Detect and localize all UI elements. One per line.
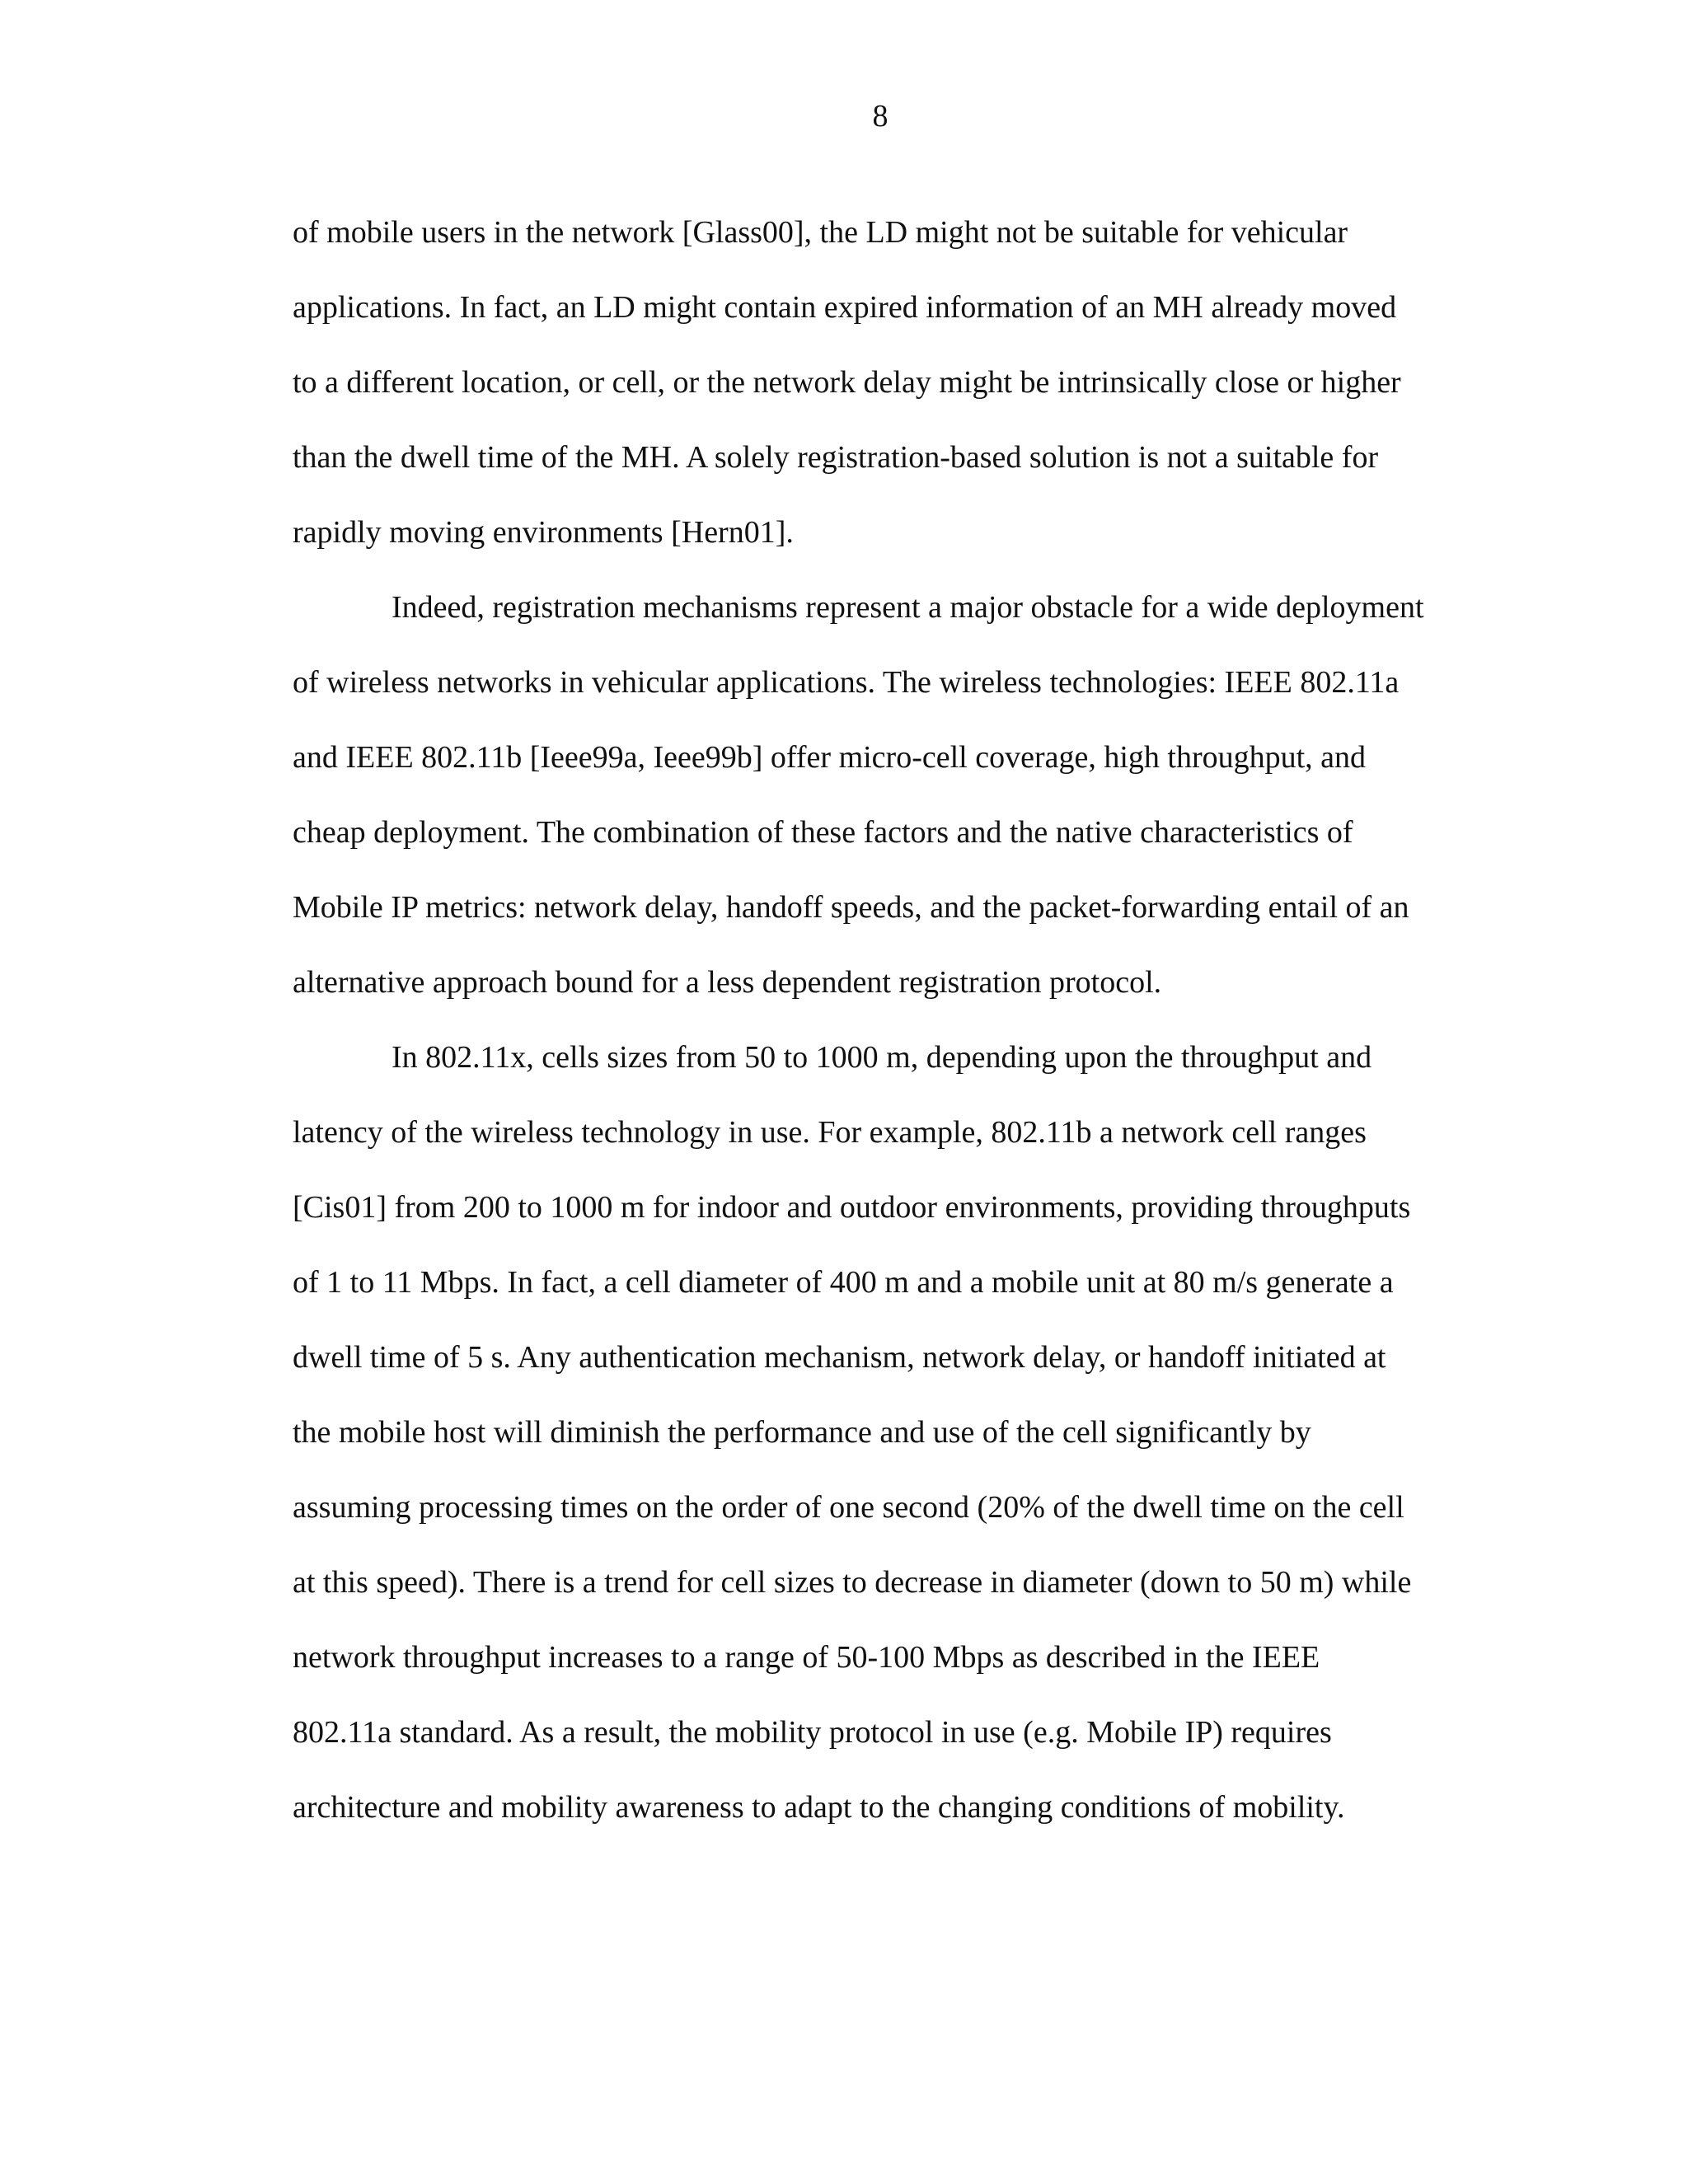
paragraph-3 [293, 1020, 1467, 1845]
body-text [293, 195, 1467, 1845]
text-line-indented: In 802.11x, cells sizes from 50 to 1000 m, depending upon the throughput and [392, 1040, 1372, 1075]
text-line: rapidly moving environments [Hern01]. [293, 515, 794, 550]
text-line: architecture and mobility awareness to adapt to the changing conditions of mobility. [293, 1790, 1345, 1825]
text-line: alternative approach bound for a less dependent registration protocol. [293, 965, 1162, 1000]
text-line: of wireless networks in vehicular applications. The wireless technologies: IEEE 802.11a [293, 665, 1400, 700]
paragraph-2 [293, 570, 1467, 1020]
text-line-indented: Indeed, registration mechanisms represent a major obstacle for a wide deployment [392, 590, 1424, 625]
text-line: of mobile users in the network [Glass00], the LD might not be suitable for vehicular [293, 215, 1348, 250]
text-line: dwell time of 5 s. Any authentication mechanism, network delay, or handoff initiated at [293, 1340, 1386, 1375]
text-line: assuming processing times on the order of one second (20% of the dwell time on the cell [293, 1490, 1404, 1525]
text-line: cheap deployment. The combination of these factors and the native characteristics of [293, 815, 1353, 850]
text-line: applications. In fact, an LD might contain expired information of an MH already moved [293, 290, 1397, 325]
text-line: 802.11a standard. As a result, the mobility protocol in use (e.g. Mobile IP) requires [293, 1715, 1332, 1750]
text-line: the mobile host will diminish the performance and use of the cell significantly by [293, 1415, 1311, 1450]
text-line: and IEEE 802.11b [Ieee99a, Ieee99b] offer micro-cell coverage, high throughput, and [293, 740, 1367, 775]
text-line: Mobile IP metrics: network delay, handoff speeds, and the packet-forwarding entail of an [293, 890, 1409, 925]
page-number: 8 [872, 99, 889, 134]
text-line: of 1 to 11 Mbps. In fact, a cell diameter of 400 m and a mobile unit at 80 m/s generate a [293, 1265, 1394, 1300]
text-line: than the dwell time of the MH. A solely registration-based solution is not a suitable for [293, 440, 1379, 475]
paragraph-1 [293, 195, 1467, 570]
text-line: to a different location, or cell, or the network delay might be intrinsically close or higher [293, 365, 1401, 400]
text-line: network throughput increases to a range of 50-100 Mbps as described in the IEEE [293, 1640, 1320, 1675]
text-line: latency of the wireless technology in use. For example, 802.11b a network cell ranges [293, 1115, 1367, 1150]
text-line: [Cis01] from 200 to 1000 m for indoor and outdoor environments, providing throughputs [293, 1190, 1411, 1225]
text-line: at this speed). There is a trend for cell sizes to decrease in diameter (down to 50 m) while [293, 1565, 1412, 1600]
